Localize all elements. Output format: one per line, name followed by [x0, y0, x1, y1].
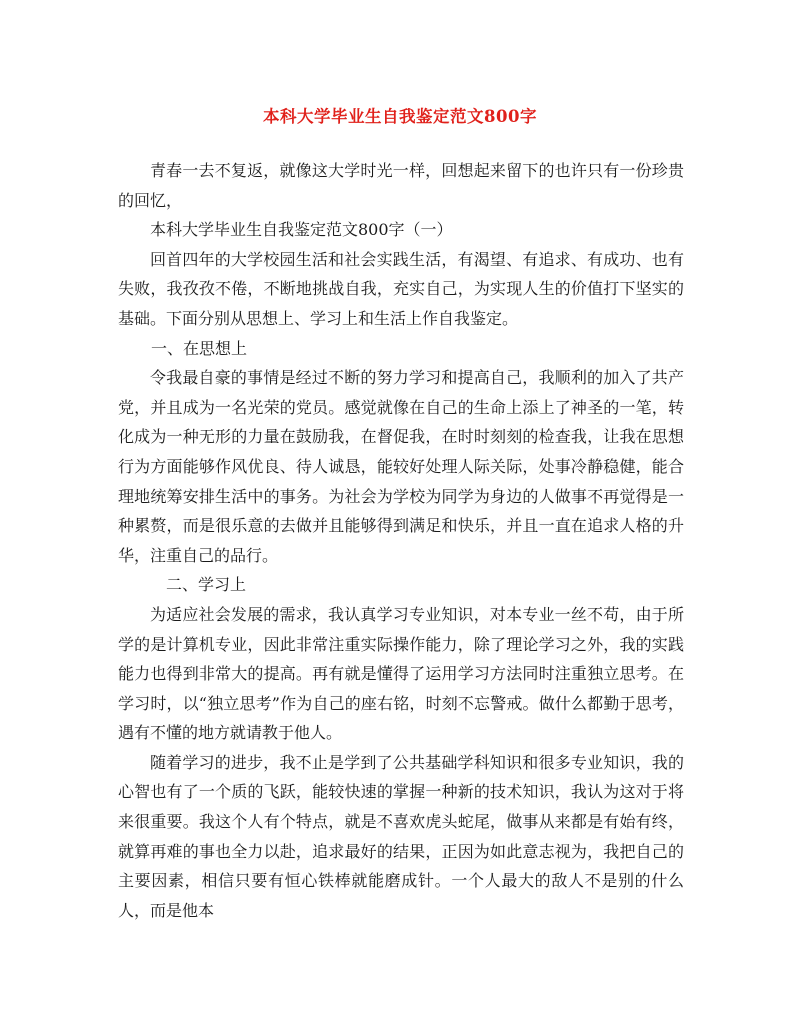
paragraph-thought: 令我最自豪的事情是经过不断的努力学习和提高自己，我顺利的加入了共产党，并且成为一名光荣的党员。感觉就像在自己的生命上添上了神圣的一笔，转化成为一种无形的力量在鼓励我，在督促我，在时时刻刻的检查我，让我在思想行为方面能够作风优良、待人诚恳，能较好处理人际关际，处事冷静稳健，能合理地统筹安排生活中的事务。为社会为学校为同学为身边的人做事不再觉得是一种累赘，而是很乐意的去做并且能够得到满足和快乐，并且一直在追求人格的升华，注重自己的品行。 — [118, 368, 684, 565]
paragraph-study-2: 随着学习的进步，我不止是学到了公共基础学科知识和很多专业知识，我的心智也有了一个质的飞跃，能较快速的掌握一种新的技术知识，我认为这对于将来很重要。我这个人有个特点，就是不喜欢虎头蛇尾，做事从来都是有始有终，就算再难的事也全力以赴，追求最好的结果，正因为如此意志视为，我把自己的主要因素，相信只要有恒心铁棒就能磨成针。一个人最大的敌人不是别的什么人，而是他本 — [118, 752, 684, 920]
paragraph-intro: 青春一去不复返，就像这大学时光一样，回想起来留下的也许只有一份珍贵的回忆， — [118, 161, 684, 210]
paragraph-overview: 回首四年的大学校园生活和社会实践生活，有渴望、有追求、有成功、也有失败，我孜孜不倦，不断地挑战自我，充实自己，为实现人生的价值打下坚实的基础。下面分别从思想上、学习上和生活上作自我鉴定。 — [118, 249, 684, 328]
section-heading-study: 二、学习上 — [166, 575, 247, 595]
document-title: 本科大学毕业生自我鉴定范文800字 — [263, 107, 537, 126]
paragraph-study-1: 为适应社会发展的需求，我认真学习专业知识，对本专业一丝不苟，由于所学的是计算机专业，因此非常注重实际操作能力，除了理论学习之外，我的实践能力也得到非常大的提高。再有就是懂得了运用学习方法同时注重独立思考。在学习时，以“独立思考”作为自己的座右铭，时刻不忘警戒。做什么都勤于思考，遇有不懂的地方就请教于他人。 — [118, 604, 684, 743]
document-body — [118, 156, 684, 925]
paragraph-subtitle: 本科大学毕业生自我鉴定范文800字（一） — [150, 220, 453, 240]
section-heading-thought: 一、在思想上 — [151, 338, 248, 358]
